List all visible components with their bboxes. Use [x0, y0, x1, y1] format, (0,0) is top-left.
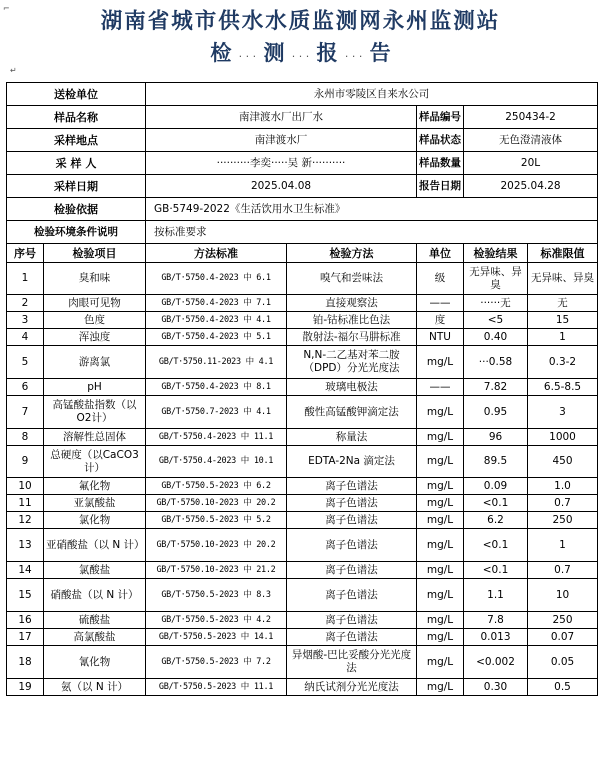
sample-name-label: 样品名称 [7, 106, 146, 129]
row-item: 高锰酸盐指数（以 O2计） [44, 396, 146, 429]
row-number: 16 [7, 612, 44, 629]
row-number: 6 [7, 379, 44, 396]
row-standard: GB/T·5750.10-2023 中 20.2 [146, 495, 287, 512]
sample-no-label: 样品编号 [417, 106, 464, 129]
row-unit: mg/L [417, 612, 464, 629]
subtitle-separator: · · · [344, 50, 363, 63]
row-standard: GB/T·5750.7-2023 中 4.1 [146, 396, 287, 429]
table-row [7, 346, 598, 379]
row-standard: GB/T·5750.4-2023 中 5.1 [146, 329, 287, 346]
row-result: 0.013 [464, 629, 528, 646]
sender-label: 送检单位 [7, 83, 146, 106]
row-unit: NTU [417, 329, 464, 346]
row-number: 3 [7, 312, 44, 329]
table-row [7, 379, 598, 396]
location-value: 南津渡水厂 [146, 129, 417, 152]
sample-name-value: 南津渡水厂出厂水 [146, 106, 417, 129]
row-method: 散射法-福尔马肼标准 [287, 329, 417, 346]
row-limit: 无 [528, 295, 598, 312]
row-unit: mg/L [417, 579, 464, 612]
row-unit: mg/L [417, 679, 464, 696]
table-row [7, 562, 598, 579]
row-limit: 3 [528, 396, 598, 429]
row-item: 浑浊度 [44, 329, 146, 346]
row-unit: mg/L [417, 512, 464, 529]
row-result: <0.1 [464, 529, 528, 562]
row-standard: GB/T·5750.4-2023 中 11.1 [146, 429, 287, 446]
row-unit: mg/L [417, 646, 464, 679]
row-standard: GB/T·5750.4-2023 中 6.1 [146, 263, 287, 295]
row-unit: mg/L [417, 346, 464, 379]
row-method: 称量法 [287, 429, 417, 446]
row-limit: 0.05 [528, 646, 598, 679]
row-standard: GB/T·5750.5-2023 中 4.2 [146, 612, 287, 629]
row-method: 离子色谱法 [287, 478, 417, 495]
row-limit: 0.3-2 [528, 346, 598, 379]
row-number: 9 [7, 446, 44, 478]
row-limit: 1.0 [528, 478, 598, 495]
table-row [7, 446, 598, 478]
subtitle-char: 检 [210, 41, 232, 65]
row-number: 10 [7, 478, 44, 495]
row-method: EDTA-2Na 滴定法 [287, 446, 417, 478]
row-method: 离子色谱法 [287, 562, 417, 579]
row-result: 7.82 [464, 379, 528, 396]
row-unit: mg/L [417, 478, 464, 495]
row-limit: 0.07 [528, 629, 598, 646]
row-result: ······无 [464, 295, 528, 312]
env-value: 按标准要求 [146, 221, 598, 244]
row-limit: 15 [528, 312, 598, 329]
row-method: 离子色谱法 [287, 512, 417, 529]
row-standard: GB/T·5750.10-2023 中 21.2 [146, 562, 287, 579]
row-method: 纳氏试剂分光光度法 [287, 679, 417, 696]
row-item: 氯酸盐 [44, 562, 146, 579]
row-result: 7.8 [464, 612, 528, 629]
row-number: 19 [7, 679, 44, 696]
row-result: 1.1 [464, 579, 528, 612]
row-limit: 6.5-8.5 [528, 379, 598, 396]
row-result: 96 [464, 429, 528, 446]
row-unit: —— [417, 295, 464, 312]
row-item: 氟化物 [44, 478, 146, 495]
row-result: 0.30 [464, 679, 528, 696]
row-standard: GB/T·5750.5-2023 中 8.3 [146, 579, 287, 612]
row-method: 离子色谱法 [287, 612, 417, 629]
basis-value: GB·5749-2022《生活饮用水卫生标准》 [146, 198, 598, 221]
date-value: 2025.04.08 [146, 175, 417, 198]
row-standard: GB/T·5750.11-2023 中 4.1 [146, 346, 287, 379]
row-number: 4 [7, 329, 44, 346]
row-method: 离子色谱法 [287, 529, 417, 562]
subtitle-char: 报 [316, 41, 338, 65]
report-date-label: 报告日期 [417, 175, 464, 198]
row-standard: GB/T·5750.4-2023 中 10.1 [146, 446, 287, 478]
table-row [7, 312, 598, 329]
env-label: 检验环境条件说明 [7, 221, 146, 244]
sampler-value: ··········李奕·····吴 新·········· [146, 152, 417, 175]
row-standard: GB/T·5750.5-2023 中 11.1 [146, 679, 287, 696]
row-number: 7 [7, 396, 44, 429]
row-result: 89.5 [464, 446, 528, 478]
header-item: 检验项目 [44, 244, 146, 263]
table-row [7, 646, 598, 679]
header-unit: 单位 [417, 244, 464, 263]
row-result: <5 [464, 312, 528, 329]
table-row [7, 478, 598, 495]
row-result: 6.2 [464, 512, 528, 529]
row-standard: GB/T·5750.4-2023 中 4.1 [146, 312, 287, 329]
row-limit: 1 [528, 529, 598, 562]
row-method: 玻璃电极法 [287, 379, 417, 396]
row-number: 2 [7, 295, 44, 312]
table-row [7, 429, 598, 446]
table-row [7, 396, 598, 429]
row-number: 14 [7, 562, 44, 579]
row-result: 0.95 [464, 396, 528, 429]
row-item: pH [44, 379, 146, 396]
row-result: 0.40 [464, 329, 528, 346]
row-method: 酸性高锰酸钾滴定法 [287, 396, 417, 429]
table-row [7, 612, 598, 629]
row-number: 15 [7, 579, 44, 612]
row-number: 17 [7, 629, 44, 646]
row-item: 高氯酸盐 [44, 629, 146, 646]
row-item: 硫酸盐 [44, 612, 146, 629]
sampler-label: 采 样 人 [7, 152, 146, 175]
row-standard: GB/T·5750.5-2023 中 7.2 [146, 646, 287, 679]
row-standard: GB/T·5750.10-2023 中 20.2 [146, 529, 287, 562]
report-title: 湖南省城市供水水质监测网永州监测站 [100, 9, 501, 34]
row-method: 离子色谱法 [287, 629, 417, 646]
paragraph-mark: ↵ [10, 66, 17, 75]
row-unit: mg/L [417, 495, 464, 512]
row-item: 亚氯酸盐 [44, 495, 146, 512]
subtitle-separator: · · · [238, 50, 257, 63]
row-limit: 250 [528, 612, 598, 629]
sender-value: 永州市零陵区自来水公司 [146, 83, 598, 106]
row-item: 氨（以 N 计） [44, 679, 146, 696]
table-row [7, 329, 598, 346]
corner-mark: ⌐ [3, 4, 10, 13]
row-result: <0.1 [464, 495, 528, 512]
row-unit: mg/L [417, 562, 464, 579]
row-limit: 0.7 [528, 562, 598, 579]
row-result: <0.002 [464, 646, 528, 679]
row-standard: GB/T·5750.5-2023 中 14.1 [146, 629, 287, 646]
row-standard: GB/T·5750.5-2023 中 5.2 [146, 512, 287, 529]
row-unit: 度 [417, 312, 464, 329]
report-table [6, 82, 598, 696]
row-number: 11 [7, 495, 44, 512]
row-method: 离子色谱法 [287, 495, 417, 512]
row-item: 亚硝酸盐（以 N 计） [44, 529, 146, 562]
row-item: 溶解性总固体 [44, 429, 146, 446]
row-unit: mg/L [417, 429, 464, 446]
row-item: 总硬度（以CaCO3计） [44, 446, 146, 478]
row-unit: —— [417, 379, 464, 396]
row-result: 无异味、异臭 [464, 263, 528, 295]
header-limit: 标准限值 [528, 244, 598, 263]
table-row [7, 529, 598, 562]
row-limit: 0.7 [528, 495, 598, 512]
row-limit: 250 [528, 512, 598, 529]
row-item: 硝酸盐（以 N 计） [44, 579, 146, 612]
row-method: 离子色谱法 [287, 579, 417, 612]
header-result: 检验结果 [464, 244, 528, 263]
row-number: 18 [7, 646, 44, 679]
row-item: 游离氯 [44, 346, 146, 379]
row-standard: GB/T·5750.4-2023 中 7.1 [146, 295, 287, 312]
row-standard: GB/T·5750.5-2023 中 6.2 [146, 478, 287, 495]
row-limit: 无异味、异臭 [528, 263, 598, 295]
row-limit: 0.5 [528, 679, 598, 696]
quantity-label: 样品数量 [417, 152, 464, 175]
row-item: 肉眼可见物 [44, 295, 146, 312]
row-number: 13 [7, 529, 44, 562]
row-item: 色度 [44, 312, 146, 329]
report-subtitle [0, 37, 601, 67]
row-number: 12 [7, 512, 44, 529]
subtitle-char: 测 [263, 41, 285, 65]
table-row [7, 679, 598, 696]
subtitle-char: 告 [369, 41, 391, 65]
header-method: 检验方法 [287, 244, 417, 263]
sample-no-value: 250434-2 [464, 106, 598, 129]
table-row [7, 295, 598, 312]
row-unit: mg/L [417, 629, 464, 646]
row-method: N,N-二乙基对苯二胺（DPD）分光光度法 [287, 346, 417, 379]
row-method: 异烟酸-巴比妥酸分光光度法 [287, 646, 417, 679]
row-result: ···0.58 [464, 346, 528, 379]
state-label: 样品状态 [417, 129, 464, 152]
header-standard: 方法标准 [146, 244, 287, 263]
row-limit: 10 [528, 579, 598, 612]
basis-label: 检验依据 [7, 198, 146, 221]
row-item: 臭和味 [44, 263, 146, 295]
row-limit: 1 [528, 329, 598, 346]
row-number: 1 [7, 263, 44, 295]
subtitle-separator: · · · [291, 50, 310, 63]
quantity-value: 20L [464, 152, 598, 175]
row-result: 0.09 [464, 478, 528, 495]
date-label: 采样日期 [7, 175, 146, 198]
row-unit: mg/L [417, 396, 464, 429]
table-row [7, 629, 598, 646]
table-row [7, 579, 598, 612]
row-item: 氯化物 [44, 512, 146, 529]
row-unit: mg/L [417, 446, 464, 478]
row-method: 嗅气和尝味法 [287, 263, 417, 295]
state-value: 无色澄清液体 [464, 129, 598, 152]
row-method: 直接观察法 [287, 295, 417, 312]
row-standard: GB/T·5750.4-2023 中 8.1 [146, 379, 287, 396]
table-row [7, 263, 598, 295]
row-unit: 级 [417, 263, 464, 295]
row-unit: mg/L [417, 529, 464, 562]
row-limit: 450 [528, 446, 598, 478]
table-row [7, 512, 598, 529]
row-limit: 1000 [528, 429, 598, 446]
row-number: 8 [7, 429, 44, 446]
report-date-value: 2025.04.28 [464, 175, 598, 198]
row-item: 氰化物 [44, 646, 146, 679]
row-number: 5 [7, 346, 44, 379]
table-row [7, 495, 598, 512]
row-method: 铂-钴标准比色法 [287, 312, 417, 329]
row-result: <0.1 [464, 562, 528, 579]
header-no: 序号 [7, 244, 44, 263]
location-label: 采样地点 [7, 129, 146, 152]
